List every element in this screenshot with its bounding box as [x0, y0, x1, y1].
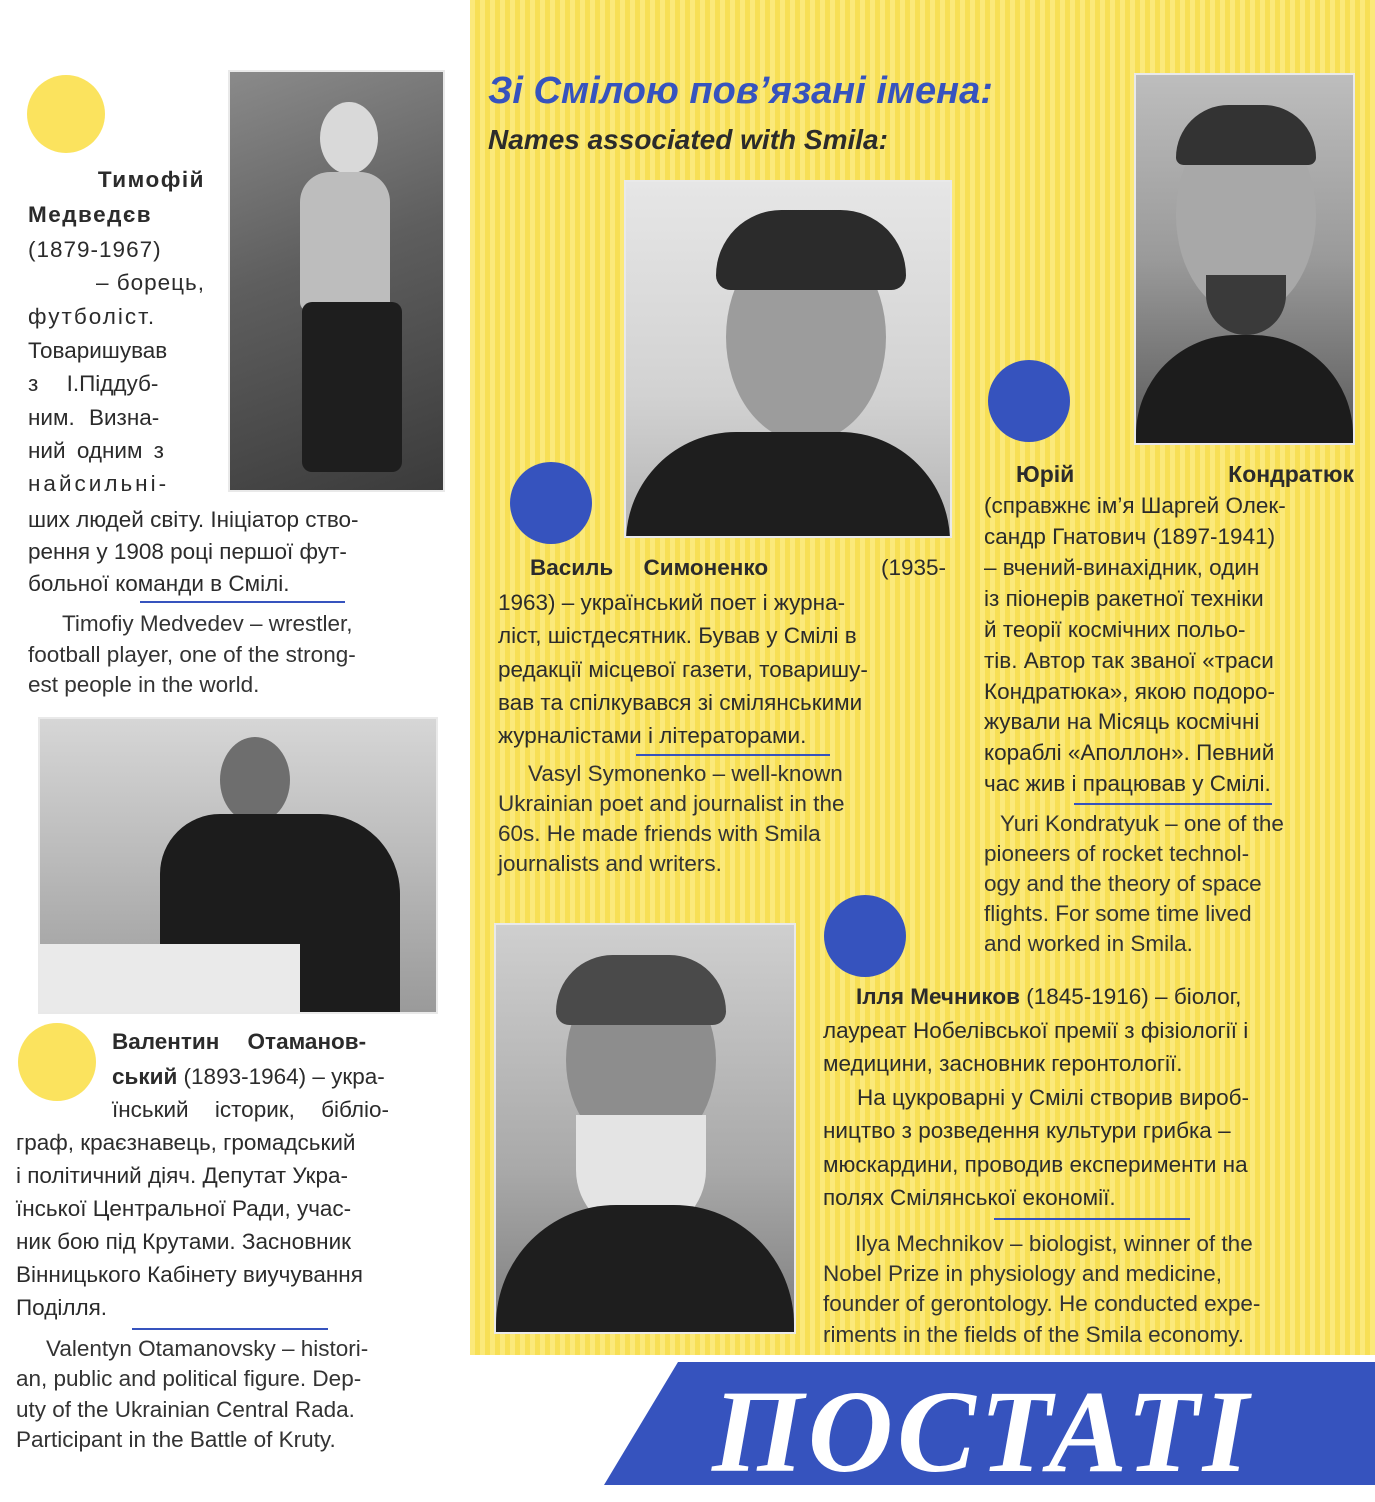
mechnikov-en-line: riments in the fields of the Smila economy. [823, 1322, 1245, 1347]
medvedev-line: з І.Піддуб- [28, 371, 159, 396]
section-title-ua: Зі Смілою пов’язані імена: [488, 70, 993, 112]
mechnikov-line: медицини, засновник геронтології. [823, 1051, 1183, 1076]
medvedev-line: – борець, [95, 270, 205, 295]
medvedev-line: больної команди в Смілі. [28, 571, 290, 596]
otamanovsky-years: (1893-1964) – укра- [183, 1064, 385, 1089]
kondratyuk-en-line: and worked in Smila. [984, 931, 1193, 956]
otamanovsky-line: Поділля. [16, 1295, 108, 1320]
medvedev-en-line: Timofiy Medvedev – wrestler, [62, 611, 353, 636]
symonenko-en-line: 60s. He made friends with Smila [498, 821, 821, 846]
blue-divider [132, 1328, 328, 1330]
kondratyuk-en-line: Yuri Kondratyuk – one of the [1000, 811, 1284, 836]
symonenko-line: вав та спілкувався зі смілянськими [498, 690, 863, 715]
kondratyuk-line: (справжнє ім’я Шаргей Олек- [984, 493, 1286, 518]
otamanovsky-line: ник бою під Крутами. Засновник [16, 1229, 351, 1254]
kondratyuk-line: Кондратюка», якою подоро- [984, 679, 1276, 704]
kondratyuk-en-line: ogy and the theory of space [984, 871, 1262, 896]
mechnikov-en-line: Nobel Prize in physiology and medicine, [823, 1261, 1222, 1286]
kondratyuk-line: тів. Автор так званої «траси [984, 648, 1274, 673]
kondratyuk-last-name: Кондратюк [1228, 461, 1354, 487]
medvedev-line: рення у 1908 році першої фут- [28, 539, 347, 564]
medvedev-line: Товаришував [28, 338, 168, 363]
blue-divider [140, 601, 345, 603]
otamanovsky-line: і політичний діяч. Депутат Укра- [16, 1163, 348, 1188]
kondratyuk-name [1016, 459, 1354, 490]
section-title-en: Names associated with Smila: [488, 124, 888, 155]
medvedev-en-line: est people in the world. [28, 672, 260, 697]
symonenko-en-line: Vasyl Symonenko – well-known [528, 761, 843, 786]
medvedev-name-line2: Медведєв [28, 202, 153, 227]
kondratyuk-line: із піонерів ракетної техніки [984, 586, 1264, 611]
otamanovsky-en-line: an, public and political figure. Dep- [16, 1366, 362, 1391]
blue-divider [994, 1218, 1190, 1220]
mechnikov-years: (1845-1916) – біолог, [1026, 984, 1242, 1009]
banner-title: ПОСТАТІ [712, 1366, 1253, 1497]
kondratyuk-en-line: flights. For some time lived [984, 901, 1252, 926]
medvedev-line: найсильні- [28, 471, 170, 496]
medvedev-line: ний одним з [28, 438, 164, 463]
kondratyuk-line: й теорії космічних польо- [984, 617, 1246, 642]
symonenko-line: редакції місцевої газети, товаришу- [498, 657, 868, 682]
mechnikov-en-line: Ilya Mechnikov – biologist, winner of the [855, 1231, 1253, 1256]
blue-divider [1074, 803, 1272, 805]
portrait-photo-bearded-man [1134, 73, 1355, 445]
medvedev-name-line1: Тимофій [97, 167, 205, 192]
blue-divider [636, 754, 830, 756]
blue-circle-icon [824, 895, 906, 977]
otamanovsky-en-line: Participant in the Battle of Kruty. [16, 1427, 336, 1452]
symonenko-line: ліст, шістдесятник. Бував у Смілі в [498, 623, 857, 648]
mechnikov-en-line: founder of gerontology. He conducted expe- [823, 1291, 1261, 1316]
mechnikov-line: мюскардини, проводив експерименти на [823, 1152, 1248, 1177]
yellow-circle-icon [18, 1023, 96, 1101]
kondratyuk-line: кораблі «Аполлон». Певний [984, 740, 1275, 765]
portrait-photo-old-bearded-man [494, 923, 796, 1334]
medvedev-line: ним. Визна- [28, 405, 160, 430]
kondratyuk-line: – вчений-винахідник, один [984, 555, 1260, 580]
mechnikov-line: На цукроварні у Смілі створив вироб- [857, 1085, 1250, 1110]
otamanovsky-line: їнський історик, бібліо- [112, 1097, 390, 1122]
medvedev-en-line: football player, one of the strong- [28, 642, 356, 667]
mechnikov-line: лауреат Нобелівської премії з фізіології і [823, 1018, 1249, 1043]
otamanovsky-name-part2: ський [112, 1064, 178, 1089]
kondratyuk-line: жували на Місяць космічні [984, 709, 1260, 734]
mechnikov-name-line [856, 982, 1361, 1013]
blue-circle-icon [988, 360, 1070, 442]
mechnikov-line: ництво з розведення культури грибка – [823, 1118, 1231, 1143]
kondratyuk-line: час жив і працював у Смілі. [984, 771, 1271, 796]
portrait-photo-young-man [624, 180, 952, 538]
medvedev-line: футболіст. [28, 304, 157, 329]
medvedev-years: (1879-1967) [28, 237, 162, 262]
kondratyuk-en-line: pioneers of rocket technol- [984, 841, 1250, 866]
otamanovsky-en-line: Valentyn Otamanovsky – histori- [46, 1336, 369, 1361]
symonenko-name: Василь Симоненко [530, 555, 769, 580]
mechnikov-name: Ілля Мечников [856, 984, 1020, 1009]
symonenko-en-line: Ukrainian poet and journalist in the [498, 791, 845, 816]
otamanovsky-name-line2 [112, 1062, 444, 1093]
kondratyuk-line: сандр Гнатович (1897-1941) [984, 524, 1276, 549]
otamanovsky-en-line: uty of the Ukrainian Central Rada. [16, 1397, 355, 1422]
portrait-photo-writing-man [38, 717, 438, 1014]
yellow-circle-icon [27, 75, 105, 153]
medvedev-line: ших людей світу. Ініціатор ство- [28, 507, 359, 532]
symonenko-line: 1963) – український поет і журна- [498, 590, 846, 615]
otamanovsky-name: Валентин Отаманов- [112, 1029, 367, 1054]
blue-circle-icon [510, 462, 592, 544]
otamanovsky-line: Вінницького Кабінету виучування [16, 1262, 363, 1287]
mechnikov-line: полях Смілянської економії. [823, 1185, 1116, 1210]
symonenko-years-start: (1935- [880, 555, 946, 580]
portrait-photo-wrestler [228, 70, 445, 492]
symonenko-en-line: journalists and writers. [498, 851, 722, 876]
symonenko-line: журналістами і літераторами. [498, 723, 807, 748]
kondratyuk-first-name: Юрій [1016, 461, 1075, 487]
otamanovsky-line: граф, краєзнавець, громадський [16, 1130, 356, 1155]
otamanovsky-line: їнської Центральної Ради, учас- [16, 1196, 352, 1221]
symonenko-name-line [498, 553, 946, 584]
